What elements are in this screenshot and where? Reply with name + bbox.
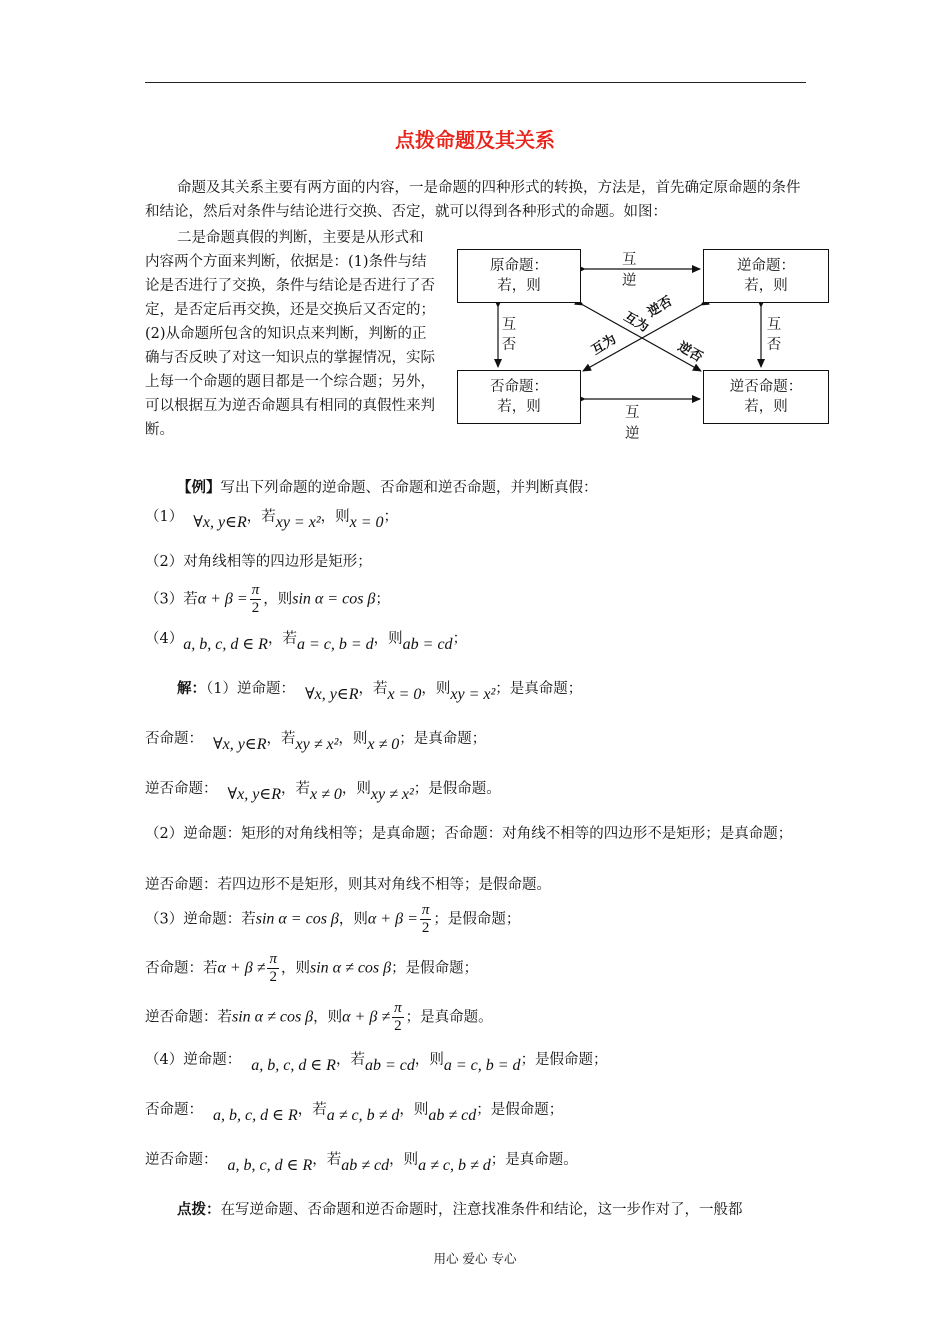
diag-label-a2: 逆否 bbox=[645, 293, 676, 321]
page-footer: 用心 爱心 专心 bbox=[433, 1251, 517, 1266]
contrapositive-proposition-box bbox=[703, 370, 829, 424]
problem-number: （1） bbox=[145, 509, 184, 525]
solution-prefix: （3）逆命题：若 bbox=[145, 911, 256, 928]
math-condition: xy ≠ x² bbox=[295, 736, 339, 753]
fraction-numerator: π bbox=[269, 951, 277, 967]
diag-label-a1: 互为 bbox=[621, 309, 652, 336]
math-quantifier: ∀x, y∈R bbox=[193, 514, 247, 531]
solution-4-inverse bbox=[145, 1098, 564, 1124]
fraction-numerator: π bbox=[394, 1000, 402, 1016]
document-title: 点拨命题及其关系 bbox=[395, 128, 555, 152]
connector: ，则 bbox=[389, 1152, 419, 1168]
connector: ，则 bbox=[421, 681, 451, 697]
punctuation: ； bbox=[375, 591, 390, 608]
box-title: 逆否命题： bbox=[729, 379, 803, 395]
box-body: 若，则 bbox=[744, 278, 788, 294]
connector: ，则 bbox=[263, 591, 293, 608]
box-title: 原命题： bbox=[490, 258, 548, 274]
inverse-proposition-box bbox=[457, 370, 581, 424]
solution-3-contrapositive bbox=[145, 1000, 493, 1035]
connector: ，则 bbox=[313, 1009, 343, 1026]
solution-2-line-2: 逆否命题：若四边形不是矩形，则其对角线不相等；是假命题。 bbox=[145, 877, 551, 893]
pi-over-2-fraction bbox=[392, 1000, 404, 1035]
solution-3-converse bbox=[145, 902, 520, 937]
math-conclusion: a ≠ c, b ≠ d bbox=[418, 1157, 491, 1174]
original-proposition-box bbox=[457, 249, 581, 303]
fraction-denominator: 2 bbox=[421, 920, 430, 936]
connector: ，若 bbox=[280, 781, 310, 797]
math-condition: α + β ≠ bbox=[217, 959, 266, 977]
solution-prefix: 逆否命题： bbox=[145, 781, 218, 797]
diag-label-b1: 互为 bbox=[589, 331, 620, 359]
math-quantifier: ∀x, y∈R bbox=[213, 736, 267, 753]
math-conclusion: xy = x² bbox=[450, 686, 496, 703]
math-conclusion: a = c, b = d bbox=[443, 1057, 521, 1074]
box-body: 若，则 bbox=[497, 278, 541, 294]
problem-3 bbox=[145, 582, 390, 617]
right-inverse-label bbox=[766, 315, 782, 355]
connector: ，则 bbox=[414, 1052, 444, 1068]
math-quantifier: a, b, c, d ∈ R bbox=[227, 1157, 313, 1174]
box-title: 逆命题： bbox=[737, 258, 795, 274]
math-quantifier: a, b, c, d ∈ R bbox=[213, 1107, 298, 1124]
truth-judgement-paragraph: 二是命题真假的判断，主要是从形式和内容两个方面来判断，依据是：(1)条件与结论是否进行了交换，条件与结论是否进行了否定，是否定后再交换，还是交换后又否定的；(2)从命题所包含的知识点来判断，判断的正确与否反映了对这一知识点的掌握情况，实际上每一个命题的题目都是一个综合题；另外，可以根据互为逆否命题具有相同的真假性来判断。 bbox=[145, 230, 435, 438]
solution-prefix: 否命题： bbox=[145, 731, 203, 747]
box-title: 否命题： bbox=[490, 379, 548, 395]
connector: ，则 bbox=[338, 731, 368, 747]
punctuation: ； bbox=[452, 631, 468, 647]
math-expression: α + β = bbox=[197, 590, 248, 608]
right-inverse-label-1: 互 bbox=[766, 317, 782, 333]
math-condition: a = c, b = d bbox=[296, 636, 374, 653]
math-condition: x ≠ 0 bbox=[309, 786, 342, 803]
math-conclusion: α + β ≠ bbox=[342, 1008, 391, 1026]
solution-3-inverse bbox=[145, 951, 478, 986]
math-conclusion: ab ≠ cd bbox=[428, 1107, 477, 1124]
math-conclusion: sin α = cos β bbox=[292, 590, 376, 608]
connector: ，则 bbox=[399, 1102, 429, 1118]
solution-prefix: （4）逆命题： bbox=[145, 1052, 242, 1068]
math-quantifier: ∀x, y∈R bbox=[227, 786, 281, 803]
connector: ，若 bbox=[358, 681, 388, 697]
tip-text: 在写逆命题、否命题和逆否命题时，注意找准条件和结论，这一步作对了，一般都 bbox=[220, 1202, 743, 1218]
pi-over-2-fraction bbox=[250, 582, 262, 617]
connector: ，若 bbox=[312, 1152, 342, 1168]
solution-1-inverse bbox=[145, 727, 487, 753]
punctuation: ； bbox=[383, 509, 399, 525]
solution-prefix: 逆否命题： bbox=[145, 1152, 218, 1168]
connector: ，若 bbox=[297, 1102, 327, 1118]
connector: ，若 bbox=[267, 631, 297, 647]
intro-paragraph: 命题及其关系主要有两方面的内容，一是命题的四种形式的转换，方法是，首先确定原命题的条件和结论，然后对条件与结论进行交换、否定，就可以得到各种形式的命题。如图： bbox=[145, 180, 801, 220]
connector: ，则 bbox=[338, 911, 368, 928]
solution-2-line-1: （2）逆命题：矩形的对角线相等；是真命题；否命题：对角线不相等的四边形不是矩形；是真命题； bbox=[145, 826, 793, 842]
example-tag: 【例】 bbox=[177, 479, 221, 496]
box-body: 若，则 bbox=[744, 399, 788, 415]
math-conclusion: sin α ≠ cos β bbox=[309, 959, 392, 977]
verdict: ；是真命题； bbox=[495, 681, 583, 697]
connector: ，则 bbox=[341, 781, 371, 797]
problem-1 bbox=[145, 505, 399, 531]
connector: ，则 bbox=[280, 960, 310, 977]
problem-number: （4） bbox=[145, 631, 184, 647]
verdict: ；是假命题。 bbox=[413, 781, 501, 797]
fraction-denominator: 2 bbox=[251, 600, 260, 616]
diag-label-b2: 逆否 bbox=[675, 339, 706, 366]
top-converse-label: 互逆 bbox=[622, 252, 637, 289]
solution-1-contrapositive bbox=[145, 777, 501, 803]
solution-4-contrapositive bbox=[145, 1148, 578, 1174]
verdict: ；是假命题； bbox=[520, 1052, 608, 1068]
pi-over-2-fraction bbox=[267, 951, 279, 986]
verdict: ；是假命题； bbox=[391, 960, 479, 977]
math-quantifier: ∀x, y∈R bbox=[304, 686, 359, 703]
tip-label: 点拨： bbox=[177, 1201, 221, 1218]
connector: ，若 bbox=[246, 509, 276, 525]
math-conclusion: x = 0 bbox=[349, 514, 384, 531]
solution-prefix: 逆否命题：若 bbox=[145, 1009, 232, 1026]
math-conclusion: ab = cd bbox=[402, 636, 453, 653]
math-condition: sin α = cos β bbox=[255, 910, 339, 928]
example-prompt: 写出下列命题的逆命题、否命题和逆否命题，并判断真假： bbox=[220, 480, 598, 496]
box-body: 若，则 bbox=[497, 399, 541, 415]
math-condition: sin α ≠ cos β bbox=[232, 1008, 314, 1026]
verdict: ；是真命题。 bbox=[490, 1152, 578, 1168]
solution-prefix: 否命题： bbox=[145, 1102, 203, 1118]
left-inverse-label-2: 否 bbox=[501, 337, 517, 353]
fraction-denominator: 2 bbox=[269, 969, 277, 985]
right-inverse-label-2: 否 bbox=[766, 337, 782, 353]
connector: ，则 bbox=[320, 509, 350, 525]
fraction-numerator: π bbox=[421, 902, 430, 918]
header-rule bbox=[145, 82, 806, 83]
fraction-denominator: 2 bbox=[394, 1018, 402, 1034]
connector: ，若 bbox=[335, 1052, 365, 1068]
math-conclusion: α + β = bbox=[367, 910, 418, 928]
math-condition: x = 0 bbox=[387, 686, 422, 703]
pi-over-2-fraction bbox=[420, 902, 432, 937]
bottom-converse-label: 互逆 bbox=[625, 405, 640, 442]
verdict: ；是真命题。 bbox=[405, 1009, 493, 1026]
math-condition: a ≠ c, b ≠ d bbox=[326, 1107, 400, 1124]
problem-2: （2）对角线相等的四边形是矩形； bbox=[145, 554, 372, 570]
left-inverse-label-1: 互 bbox=[501, 317, 517, 333]
converse-proposition-box bbox=[703, 249, 829, 303]
verdict: ；是假命题； bbox=[433, 911, 521, 928]
connector: ，则 bbox=[373, 631, 403, 647]
tip-line bbox=[177, 1198, 743, 1219]
math-condition: xy = x² bbox=[275, 514, 321, 531]
problem-number: （3）若 bbox=[145, 591, 198, 608]
math-condition: ab ≠ cd bbox=[341, 1157, 390, 1174]
problem-4 bbox=[145, 627, 468, 653]
fraction-numerator: π bbox=[251, 582, 260, 598]
example-heading bbox=[177, 476, 598, 497]
connector: ，若 bbox=[266, 731, 296, 747]
solution-1-converse bbox=[177, 677, 583, 703]
solution-4-converse bbox=[145, 1048, 608, 1074]
math-quantifier: a, b, c, d ∈ R bbox=[183, 636, 268, 653]
solution-prefix: （1）逆命题： bbox=[206, 681, 295, 697]
math-conclusion: xy ≠ x² bbox=[370, 786, 414, 803]
left-inverse-label bbox=[501, 315, 517, 355]
solution-lead: 解： bbox=[177, 680, 206, 697]
solution-prefix: 否命题：若 bbox=[145, 960, 218, 977]
math-conclusion: x ≠ 0 bbox=[367, 736, 400, 753]
verdict: ；是假命题； bbox=[476, 1102, 564, 1118]
math-quantifier: a, b, c, d ∈ R bbox=[251, 1057, 336, 1074]
verdict: ；是真命题； bbox=[399, 731, 487, 747]
math-condition: ab = cd bbox=[364, 1057, 415, 1074]
